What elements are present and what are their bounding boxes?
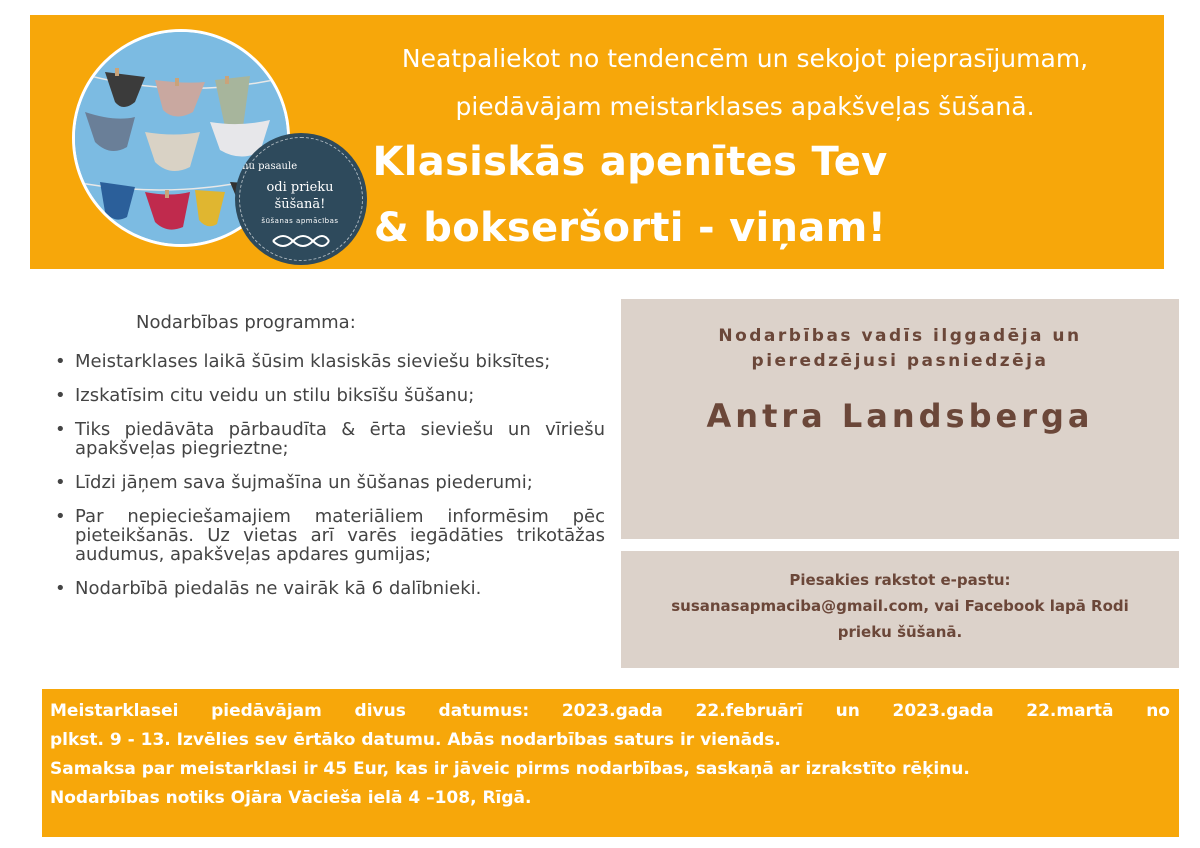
program-list [55, 352, 605, 613]
footer-line-1: Meistarklasei piedāvājam divus datumus: 2023.gada 22.februārī un 2023.gada 22.martā no [50, 701, 1170, 721]
headline-line-1: Klasiskās apenītes Tev [372, 139, 888, 185]
intro-line-2: piedāvājam meistarklases apakšveļas šūšanā. [455, 92, 1035, 121]
program-item: • Izskatīsim citu veidu un stilu biksīšu šūšanu; [55, 386, 605, 405]
program-item: • Nodarbībā piedalās ne vairāk kā 6 dalībnieki. [55, 579, 605, 598]
footer-line-4: Nodarbības notiks Ojāra Vācieša ielā 4 –108, Rīgā. [50, 788, 532, 808]
instructor-panel [621, 299, 1179, 539]
program-item: • Tiks piedāvāta pārbaudīta & ērta sieviešu un vīriešu apakšveļas piegrieztne; [55, 420, 605, 458]
footer-banner [42, 689, 1179, 837]
contact-panel [621, 551, 1179, 668]
instructor-intro-line-2: pieredzējusi pasniedzēja [751, 351, 1049, 371]
seal-main-line2: šūšanā! [274, 197, 326, 212]
rope-knot-icon [271, 229, 331, 253]
seal-sub-text: šūšanas apmācības [261, 217, 339, 225]
instructor-name: Antra Landsberga [706, 397, 1094, 435]
headline-line-2: & bokseršorti - viņam! [373, 205, 887, 251]
instructor-intro-line-1: Nodarbības vadīs ilggadēja un [718, 326, 1082, 346]
headline [360, 129, 900, 261]
instructor-intro [621, 324, 1179, 374]
contact-line-1: Piesakies rakstot e-pastu: [789, 571, 1011, 589]
program-item: • Meistarklases laikā šūsim klasiskās sieviešu biksītes; [55, 352, 605, 371]
intro-text [330, 35, 1160, 131]
program-item: • Par nepieciešamajiem materiāliem informēsim pēc pieteikšanās. Uz vietas arī varēs iegādāties trikotāžas audumus, apakšveļas apdares gumijas; [55, 507, 605, 564]
contact-text [631, 567, 1169, 645]
program-title: Nodarbības programma: [136, 312, 356, 333]
header-banner [30, 15, 1164, 269]
contact-line-3: prieku šūšanā. [837, 623, 963, 641]
footer-text [50, 697, 1170, 813]
seal-top-text: mu pasaule [239, 161, 298, 172]
brand-seal-logo [235, 133, 367, 265]
intro-line-1: Neatpaliekot no tendencēm un sekojot pieprasījumam, [401, 44, 1089, 73]
footer-line-3: Samaksa par meistarklasi ir 45 Eur, kas ir jāveic pirms nodarbības, saskaņā ar izrakstīto rēķinu. [50, 759, 970, 779]
contact-line-2: susanasapmaciba@gmail.com, vai Facebook lapā Rodi [671, 597, 1129, 615]
seal-main-text [245, 179, 355, 213]
program-item: • Līdzi jāņem sava šujmašīna un šūšanas piederumi; [55, 473, 605, 492]
seal-main-line1: odi prieku [266, 180, 334, 195]
footer-line-2: plkst. 9 - 13. Izvēlies sev ērtāko datumu. Abās nodarbības saturs ir vienāds. [50, 730, 781, 750]
